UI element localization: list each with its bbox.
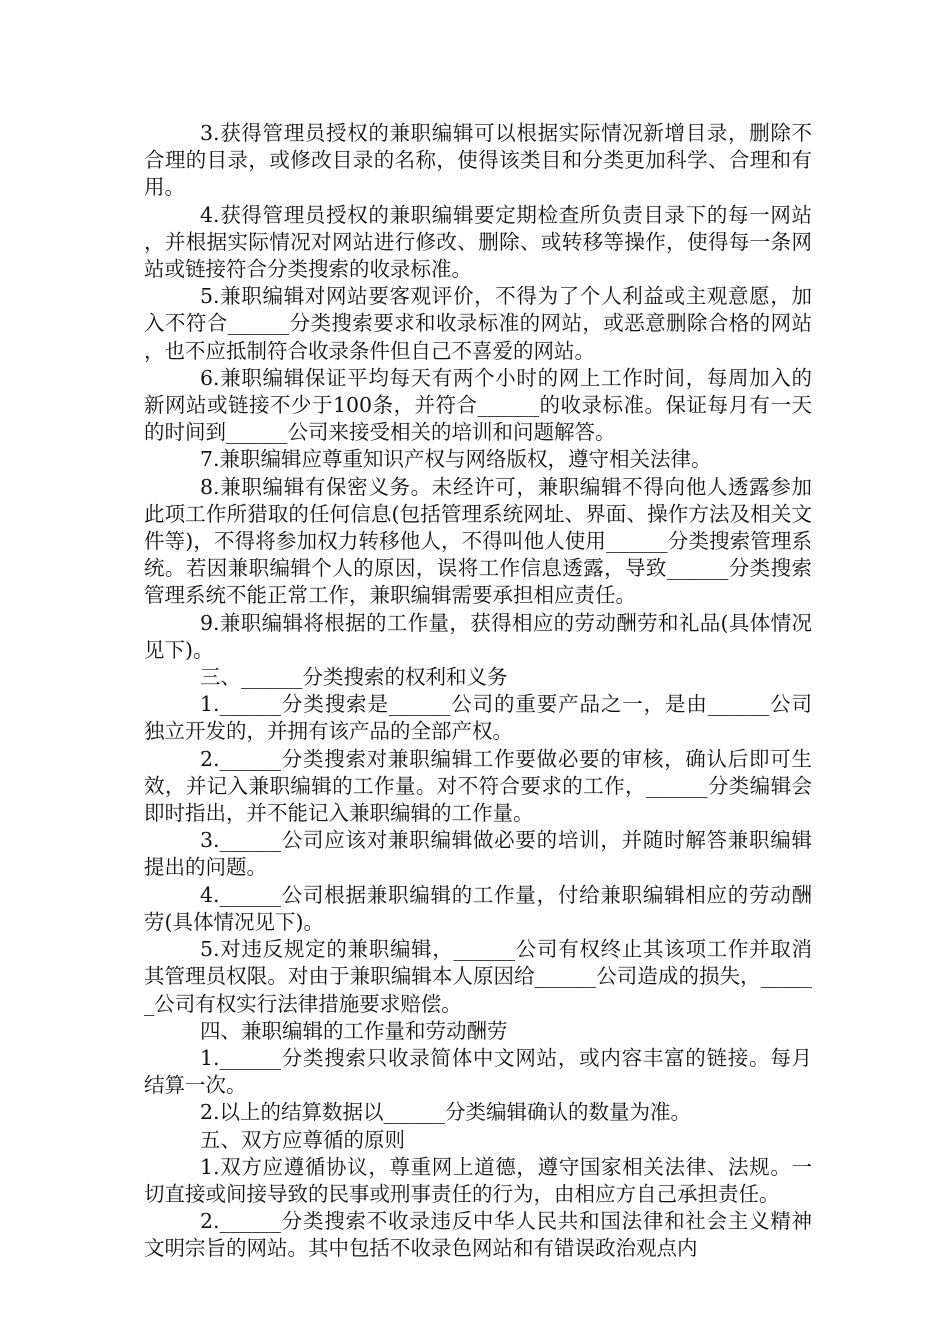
paragraph-item-3: 3.获得管理员授权的兼职编辑可以根据实际情况新增目录，删除不合理的目录，或修改目录的名称，使得该类目和分类更加科学、合理和有用。: [144, 121, 812, 200]
section3-item-1: 1.______分类搜索是______公司的重要产品之一，是由______公司独立开发的，并拥有该产品的全部产权。: [144, 692, 812, 744]
paragraph-item-9: 9.兼职编辑将根据的工作量，获得相应的劳动酬劳和礼品(具体情况见下)。: [144, 610, 812, 662]
section5-item-2: 2.______分类搜索不收录违反中华人民共和国法律和社会主义精神文明宗旨的网站。其中包括不收录色网站和有错误政治观点内: [144, 1209, 812, 1261]
paragraph-item-5: 5.兼职编辑对网站要客观评价，不得为了个人利益或主观意愿，加入不符合______分类搜索要求和收录标准的网站，或恶意删除合格的网站，也不应抵制符合收录条件但自己不喜爱的网站。: [144, 284, 812, 363]
paragraph-item-4: 4.获得管理员授权的兼职编辑要定期检查所负责目录下的每一网站，并根据实际情况对网站进行修改、删除、或转移等操作，使得每一条网站或链接符合分类搜索的收录标准。: [144, 202, 812, 282]
section4-item-2: 2.以上的结算数据以______分类编辑确认的数量为准。: [200, 1100, 692, 1125]
paragraph-item-6: 6.兼职编辑保证平均每天有两个小时的网上工作时间，每周加入的新网站或链接不少于100条，并符合______的收录标准。保证每月有一天的时间到______公司来接受相关的培训和问题解答。: [144, 365, 812, 445]
section3-item-5: 5.对违反规定的兼职编辑，______公司有权终止其该项工作并取消其管理员权限。对由于兼职编辑本人原因给______公司造成的损失，______公司有权实行法律措施要求赔偿。: [144, 937, 812, 1016]
section-heading-4: 四、兼职编辑的工作量和劳动酬劳: [200, 1018, 508, 1043]
paragraph-item-7: 7.兼职编辑应尊重知识产权与网络版权，遵守相关法律。: [200, 447, 712, 472]
section3-item-2: 2.______分类搜索对兼职编辑工作要做必要的审核，确认后即可生效，并记入兼职编辑的工作量。对不符合要求的工作，______分类编辑会即时指出，并不能记入兼职编辑的工作量。: [144, 746, 812, 826]
section4-item-1: 1.______分类搜索只收录简体中文网站，或内容丰富的链接。每月结算一次。: [144, 1045, 812, 1098]
document-body: [144, 120, 812, 1263]
section-heading-3: 三、______分类搜索的权利和义务: [200, 665, 508, 690]
paragraph-item-8: 8.兼职编辑有保密义务。未经许可，兼职编辑不得向他人透露参加此项工作所猎取的任何信息(包括管理系统网址、界面、操作方法及相关文件等)，不得将参加权力转移他人，不得叫他人使用______分类搜索管理系统。若因兼职编辑个人的原因，误将工作信息透露，导致______分类搜索管理系统不能正常工作，兼职编辑需要承担相应责任。: [144, 474, 812, 608]
section3-item-4: 4.______公司根据兼职编辑的工作量，付给兼职编辑相应的劳动酬劳(具体情况见下)。: [144, 882, 812, 934]
section5-item-1: 1.双方应遵循协议，尊重网上道德，遵守国家相关法律、法规。一切直接或间接导致的民事或刑事责任的行为，由相应方自己承担责任。: [144, 1154, 812, 1206]
section-heading-5: 五、双方应尊循的原则: [200, 1127, 405, 1152]
section3-item-3: 3.______公司应该对兼职编辑做必要的培训，并随时解答兼职编辑提出的问题。: [144, 828, 812, 880]
